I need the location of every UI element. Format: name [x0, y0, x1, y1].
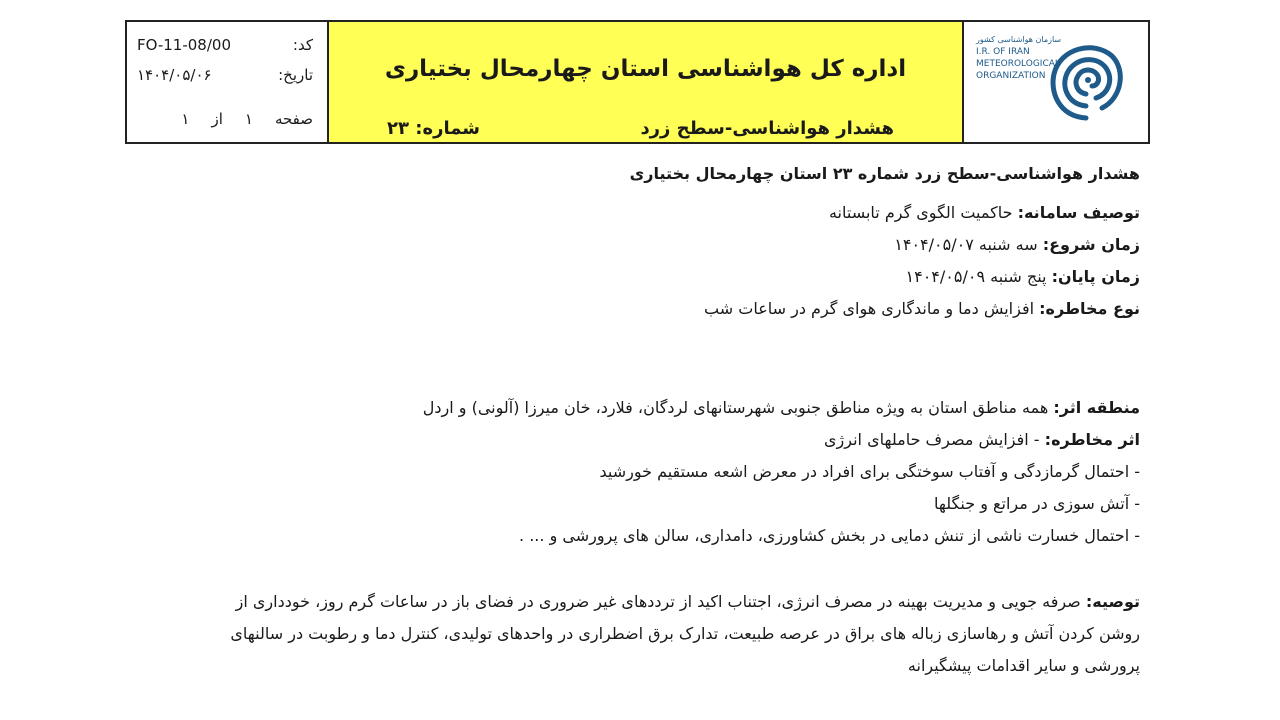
logo-persian-text: سازمان هواشناسی کشور	[976, 35, 1062, 44]
end-time	[906, 267, 1140, 286]
logo-english-line-2: METEOROLOGICAL	[976, 59, 1060, 69]
page-of: از	[211, 110, 223, 128]
page-label: صفحه	[274, 110, 313, 128]
document-header	[125, 20, 1150, 144]
area-label: منطقه اثر:	[1053, 398, 1140, 417]
page-number: ۱	[244, 110, 253, 128]
number-value: ۲۳	[387, 118, 409, 139]
hazard-value: افزایش دما و ماندگاری هوای گرم در ساعات شب	[704, 299, 1035, 318]
system-description	[829, 203, 1140, 222]
advice-line-2: روشن کردن آتش و رهاسازی زباله های براق در عرصه طبیعت، تدارک برق اضطراری در واحدهای تولیدی، کنترل دما و رطوبت در سالنهای	[230, 624, 1140, 643]
logo-cell	[964, 22, 1148, 142]
advice-line-1	[236, 592, 1140, 611]
meteorological-organization-logo-icon	[1046, 36, 1126, 126]
document-code-cell	[127, 22, 329, 142]
start-label: زمان شروع:	[1042, 235, 1140, 254]
advice-line-3: پرورشی و سایر اقدامات پیشگیرانه	[907, 656, 1140, 675]
number-label: شماره:	[415, 118, 480, 139]
effect-item-2: - احتمال گرمازدگی و آفتاب سوختگی برای افراد در معرض اشعه مستقیم خورشید	[599, 462, 1140, 481]
advice-label: توصیه:	[1085, 592, 1140, 611]
logo-english-line-1: I.R. OF IRAN	[976, 47, 1030, 57]
system-label: توصیف سامانه:	[1017, 203, 1140, 222]
date-label: تاریخ:	[278, 66, 313, 84]
date-value: ۱۴۰۴/۰۵/۰۶	[137, 66, 212, 84]
end-value: پنج شنبه ۱۴۰۴/۰۵/۰۹	[905, 267, 1047, 286]
hazard-label: نوع مخاطره:	[1039, 299, 1140, 318]
effect-label: اثر مخاطره:	[1044, 430, 1140, 449]
body-heading: هشدار هواشناسی-سطح زرد شماره ۲۳ استان چهارمحال بختیاری	[629, 164, 1140, 183]
effect-item-4: - احتمال خسارت ناشی از تنش دمایی در بخش کشاورزی، دامداری، سالن های پرورشی و ... .	[519, 526, 1140, 545]
effect-item-3: - آتش سوزی در مراتع و جنگلها	[934, 494, 1140, 513]
code-value: FO-11-08/00	[137, 36, 231, 54]
logo-english-line-3: ORGANIZATION	[976, 71, 1046, 81]
hazard-type	[704, 299, 1140, 318]
warning-title: هشدار هواشناسی-سطح زرد	[640, 118, 894, 139]
start-time	[894, 235, 1140, 254]
warning-number	[387, 118, 480, 139]
area-value: همه مناطق استان به ویژه مناطق جنوبی شهرستانهای لردگان، فلارد، خان میرزا (آلونی) و اردل	[422, 398, 1049, 417]
organization-title: اداره کل هواشناسی استان چهارمحال بختیاری	[384, 56, 907, 82]
effect-item-1: - افزایش مصرف حاملهای انرژی	[824, 430, 1040, 449]
title-cell	[329, 22, 964, 142]
page-total: ۱	[181, 110, 190, 128]
code-label: کد:	[292, 36, 313, 54]
end-label: زمان پایان:	[1051, 267, 1140, 286]
system-value: حاکمیت الگوی گرم تابستانه	[828, 203, 1013, 222]
advice-text-1: صرفه جویی و مدیریت بهینه در مصرف انرژی، اجتناب اکید از ترددهای غیر ضروری در فضای باز در ساعات گرم روز، خودداری از	[235, 592, 1081, 611]
hazard-effect	[824, 430, 1140, 449]
start-value: سه شنبه ۱۴۰۴/۰۵/۰۷	[894, 235, 1038, 254]
affected-area	[423, 398, 1140, 417]
